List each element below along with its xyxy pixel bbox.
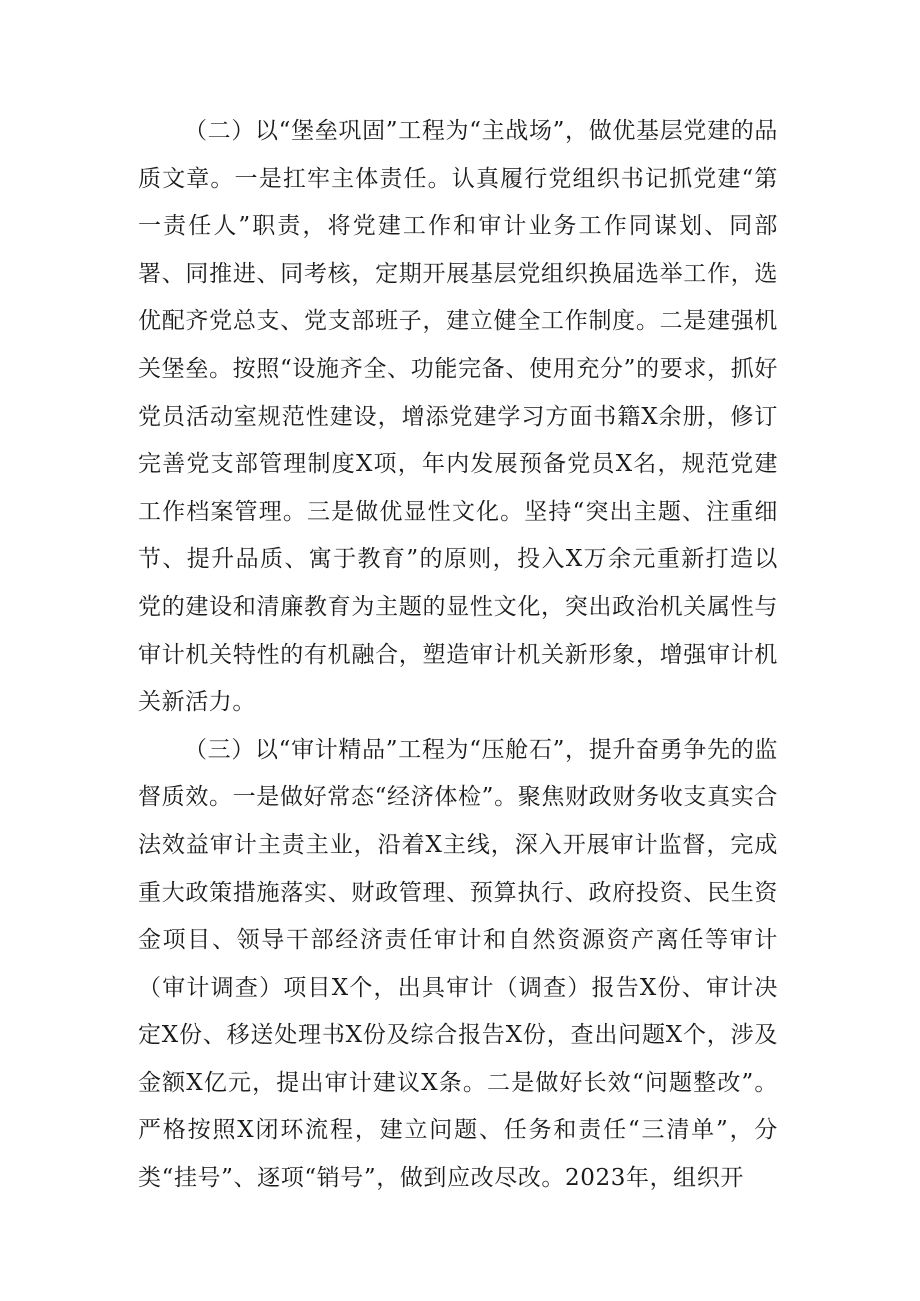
paragraph-section-two: （二）以“堡垒巩固”工程为“主战场”，做优基层党建的品质文章。一是扛牢主体责任。认真履行党组织书记抓党建“第一责任人”职责，将党建工作和审计业务工作同谋划、同部署、同推进、同考核，定期开展基层党组织换届选举工作，选优配齐党总支、党支部班子，建立健全工作制度。二是建强机关堡垒。按照“设施齐全、功能完备、使用充分”的要求，抓好党员活动室规范性建设，增添党建学习方面书籍X余册，修订完善党支部管理制度X项，年内发展预备党员X名，规范党建工作档案管理。三是做优显性文化。坚持“突出主题、注重细节、提升品质、寓于教育”的原则，投入X万余元重新打造以党的建设和清廉教育为主题的显性文化，突出政治机关属性与审计机关特性的有机融合，塑造审计机关新形象，增强审计机关新活力。 bbox=[138, 118, 778, 716]
document-body bbox=[138, 108, 778, 1203]
paragraph-section-three: （三）以“审计精品”工程为“压舱石”，提升奋勇争先的监督质效。一是做好常态“经济体检”。聚焦财政财务收支真实合法效益审计主责主业，沿着X主线，深入开展审计监督，完成重大政策措施落实、财政管理、预算执行、政府投资、民生资金项目、领导干部经济责任审计和自然资源资产离任等审计（审计调查）项目X个，出具审计（调查）报告X份、审计决定X份、移送处理书X份及综合报告X份，查出问题X个，涉及金额X亿元，提出审计建议X条。二是做好长效“问题整改”。严格按照X闭环流程，建立问题、任务和责任“三清单”，分类“挂号”、逐项“销号”，做到应改尽改。2023年，组织开 bbox=[138, 736, 778, 1192]
